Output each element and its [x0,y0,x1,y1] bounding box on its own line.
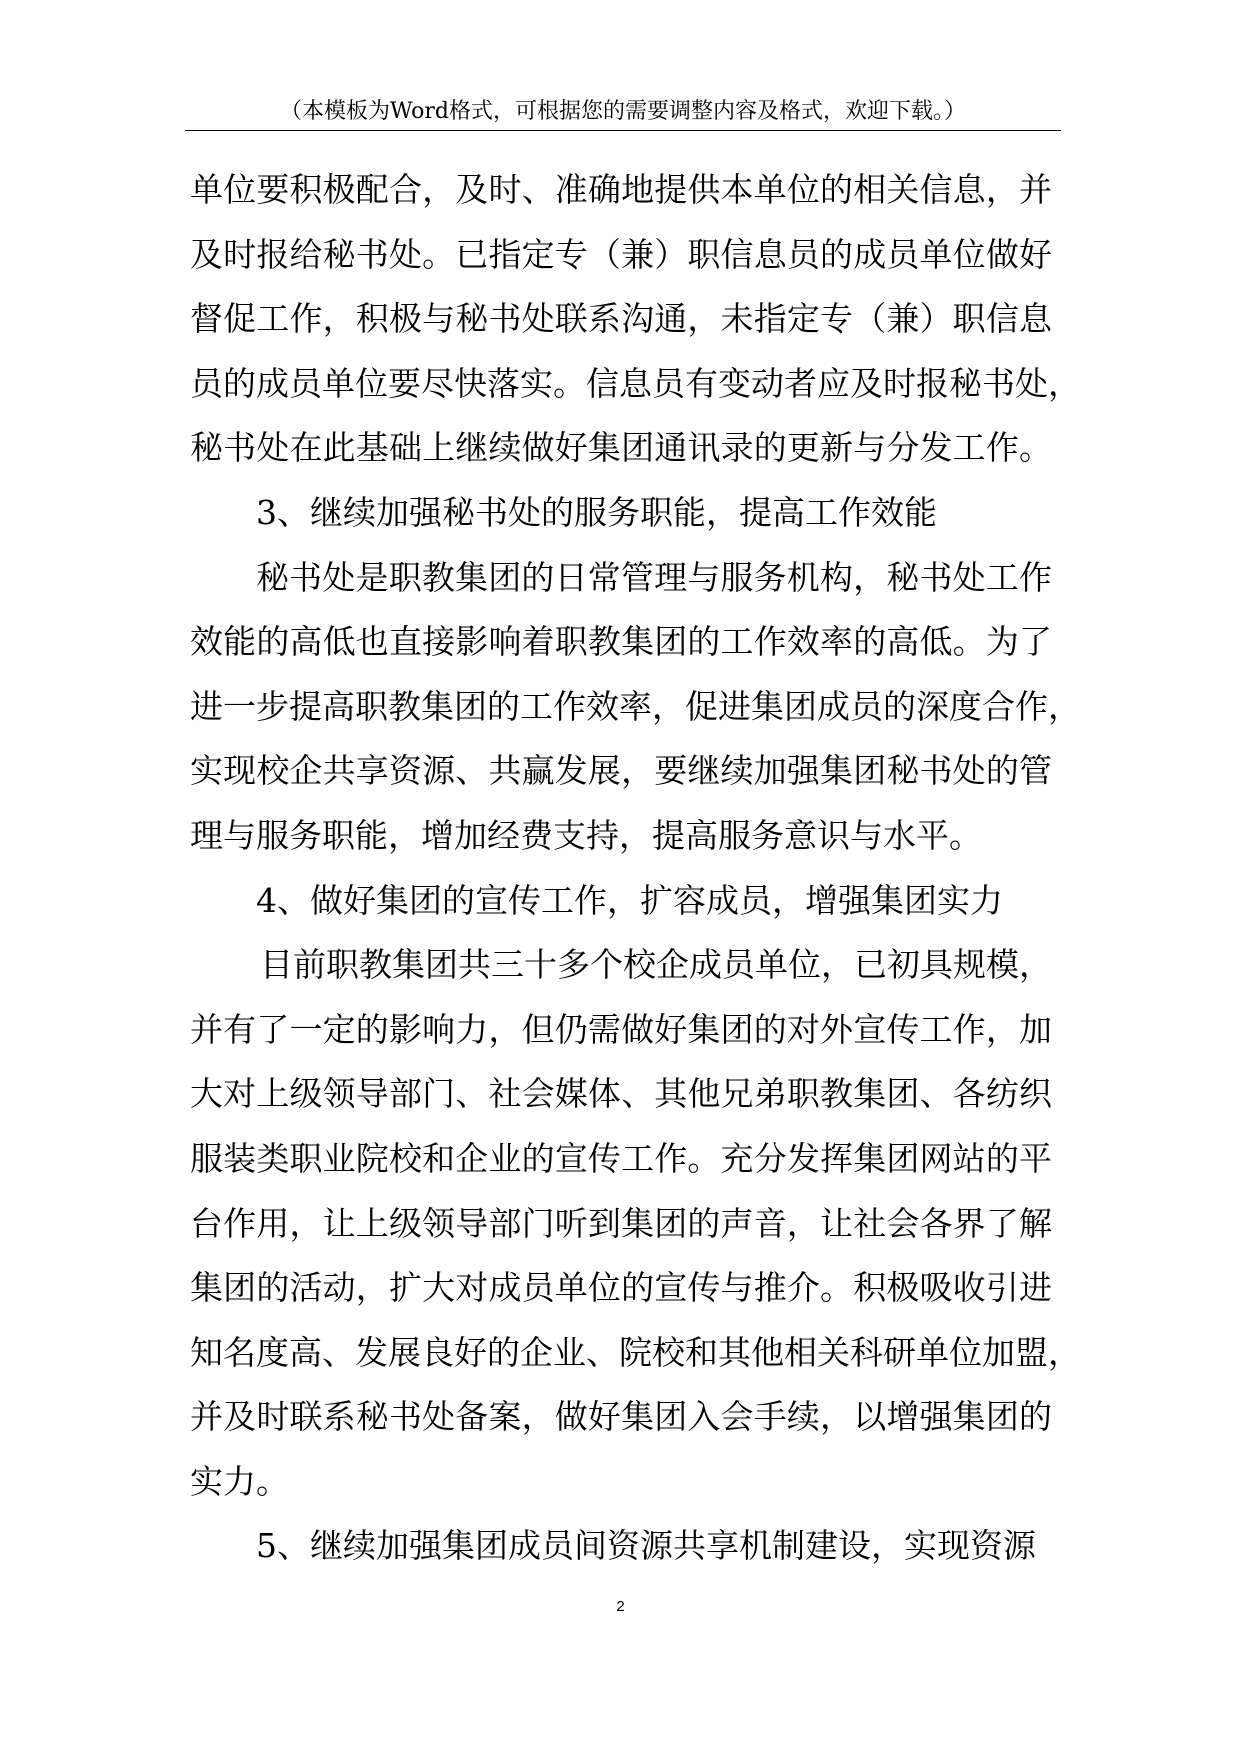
section-heading-3: 3、继续加强秘书处的服务职能，提高工作效能 [256,492,937,532]
body-line: 单位要积极配合，及时、准确地提供本单位的相关信息，并 [190,170,1052,209]
document-body [190,158,1081,1579]
body-line: 大对上级领导部门、社会媒体、其他兄弟职教集团、各纺织 [190,1074,1052,1114]
body-line: 实现校企共享资源、共赢发展，要继续加强集团秘书处的管 [190,751,1052,791]
body-line: 秘书处是职教集团的日常管理与服务机构，秘书处工作 [256,557,1052,597]
body-line: 知名度高、发展良好的企业、院校和其他相关科研单位加盟， [190,1332,1081,1372]
body-line: 并有了一定的影响力，但仍需做好集团的对外宣传工作，加 [190,1009,1052,1049]
body-line: 理与服务职能，增加经费支持，提高服务意识与水平。 [190,815,982,855]
body-line: 秘书处在此基础上继续做好集团通讯录的更新与分发工作。 [190,428,1052,468]
body-line: 实力。 [190,1461,289,1501]
body-line: 及时报给秘书处。已指定专（兼）职信息员的成员单位做好 [190,234,1052,274]
body-line: 服装类职业院校和企业的宣传工作。充分发挥集团网站的平 [190,1138,1052,1178]
body-line: 并及时联系秘书处备案，做好集团入会手续，以增强集团的 [190,1397,1052,1437]
page-number: 2 [616,1598,625,1615]
header-divider [185,130,1061,131]
body-line: 集团的活动，扩大对成员单位的宣传与推介。积极吸收引进 [190,1268,1052,1308]
header-note: （本模板为Word格式，可根据您的需要调整内容及格式，欢迎下载。） [280,99,966,124]
body-line: 目前职教集团共三十多个校企成员单位，已初具规模， [260,945,1052,985]
body-line: 督促工作，积极与秘书处联系沟通，未指定专（兼）职信息 [190,299,1052,339]
body-line: 员的成员单位要尽快落实。信息员有变动者应及时报秘书处， [190,363,1081,403]
body-line: 效能的高低也直接影响着职教集团的工作效率的高低。为了 [190,622,1052,662]
section-heading-5: 5、继续加强集团成员间资源共享机制建设，实现资源 [256,1526,1036,1566]
section-heading-4: 4、做好集团的宣传工作，扩容成员，增强集团实力 [256,880,1003,920]
body-line: 台作用，让上级领导部门听到集团的声音，让社会各界了解 [190,1203,1052,1243]
body-line: 进一步提高职教集团的工作效率，促进集团成员的深度合作， [190,686,1081,726]
